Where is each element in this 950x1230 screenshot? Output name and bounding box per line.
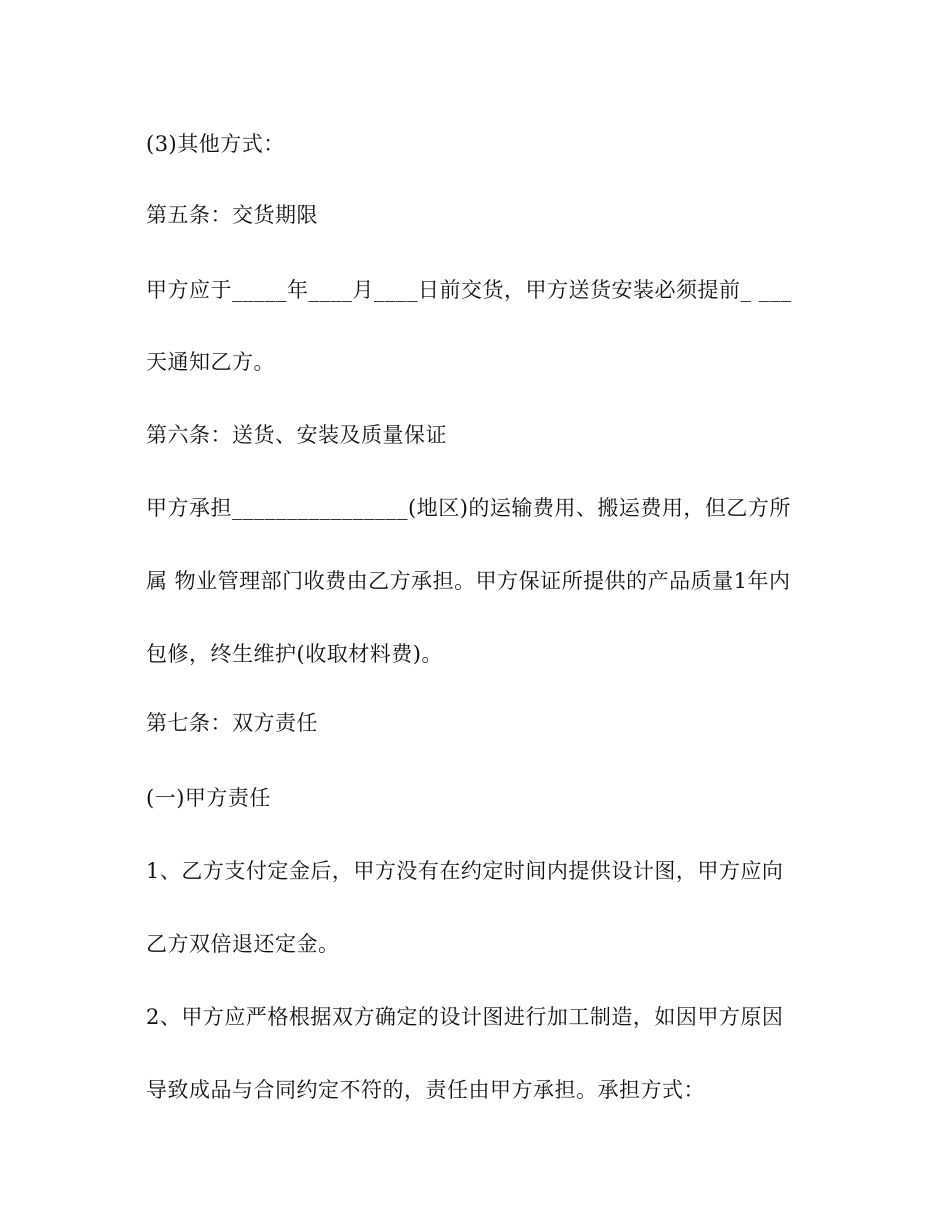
article-7-heading: 第七条：双方责任 — [146, 711, 318, 735]
party-a-responsibility-heading: (一)甲方责任 — [146, 786, 271, 810]
clause-1-line-1: 1、乙方支付定金后，甲方没有在约定时间内提供设计图，甲方应向 — [146, 859, 784, 883]
article-6-heading: 第六条：送货、安装及质量保证 — [146, 423, 447, 447]
transport-cost-line: 甲方承担________________(地区)的运输费用、搬运费用，但乙方所 — [146, 496, 791, 520]
clause-2-line-1: 2、甲方应严格根据双方确定的设计图进行加工制造，如因甲方原因 — [146, 1005, 784, 1029]
other-methods-line: (3)其他方式： — [146, 132, 285, 156]
article-5-heading: 第五条：交货期限 — [146, 203, 318, 227]
notify-party-b-line: 天通知乙方。 — [146, 350, 275, 374]
clause-2-line-2: 导致成品与合同约定不符的，责任由甲方承担。承担方式： — [146, 1078, 705, 1102]
warranty-line: 包修，终生维护(收取材料费)。 — [146, 642, 443, 666]
delivery-date-line: 甲方应于_____年____月____日前交货，甲方送货安装必须提前_ ___ — [146, 278, 792, 302]
property-fee-line: 属 物业管理部门收费由乙方承担。甲方保证所提供的产品质量1年内 — [146, 569, 791, 593]
clause-1-line-2: 乙方双倍退还定金。 — [146, 932, 340, 956]
